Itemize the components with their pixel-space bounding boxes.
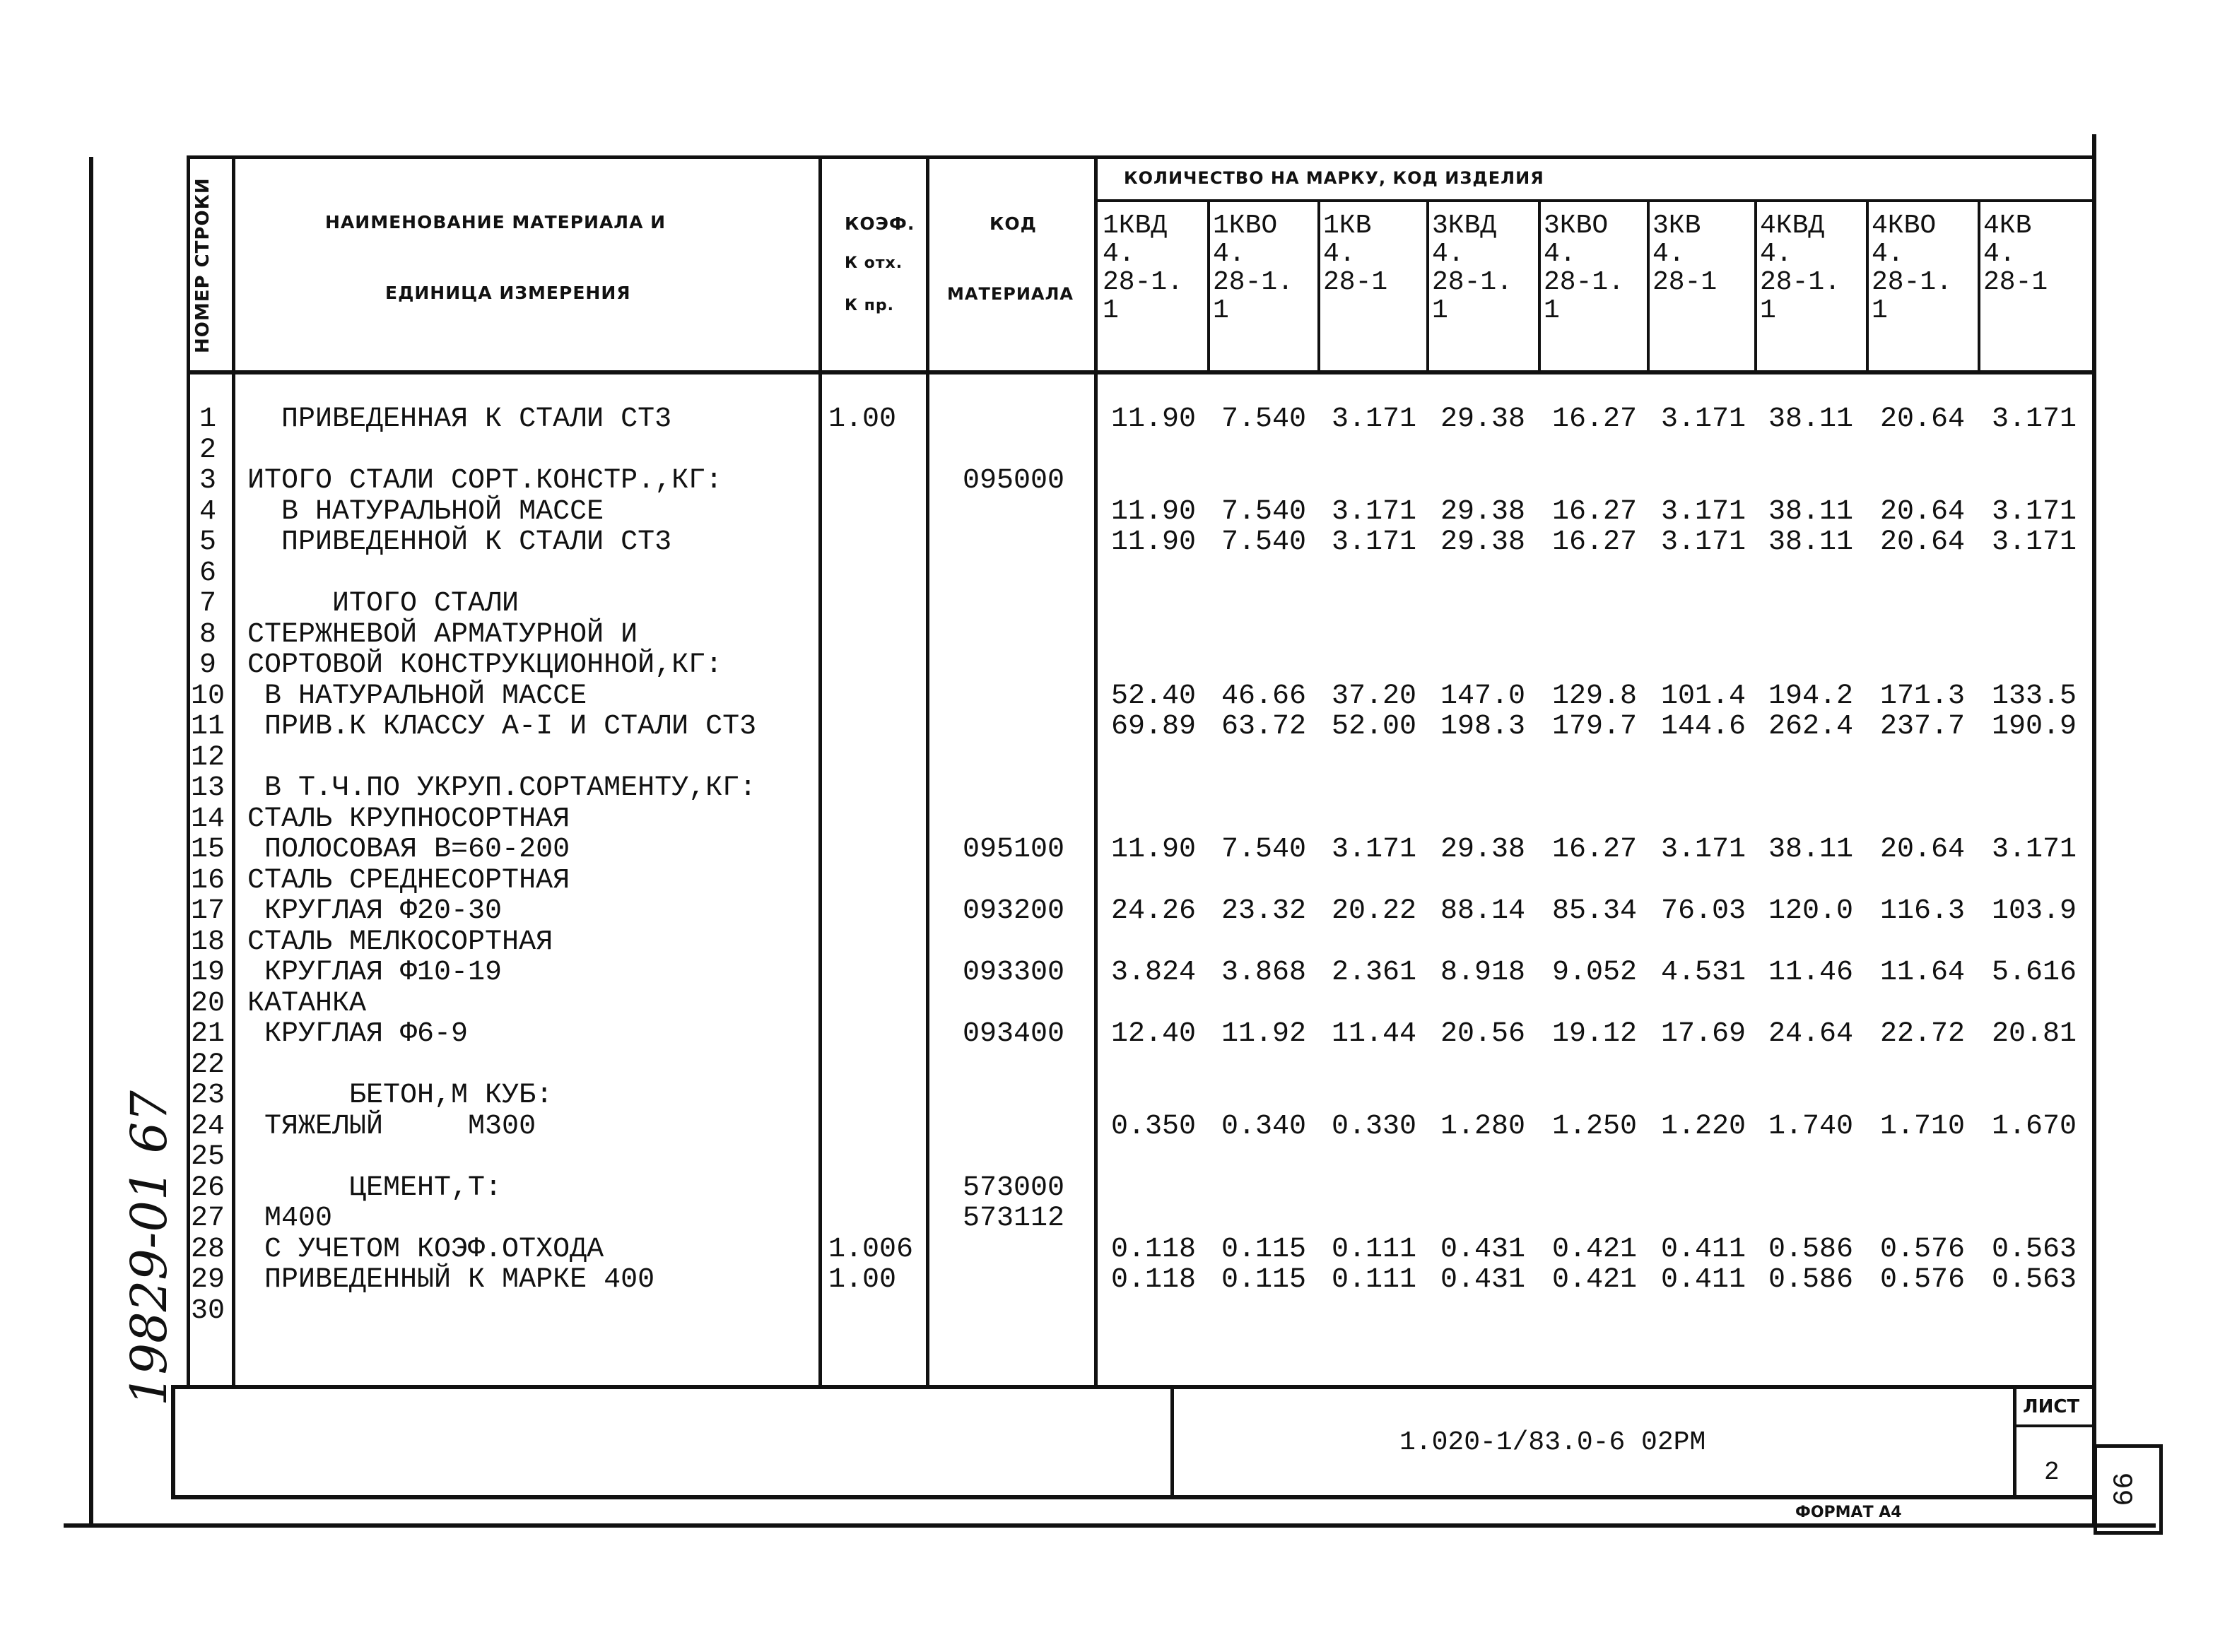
quantity-cell: 24.26 (1110, 895, 1197, 927)
quantity-cell: 0.330 (1331, 1110, 1417, 1143)
quantity-cell: 262.4 (1768, 711, 1854, 743)
material-name: СТЕРЖНЕВОЙ АРМАТУРНОЙ И (247, 618, 638, 651)
row-number: 24 (190, 1110, 225, 1143)
row-number: 29 (190, 1264, 225, 1296)
quantity-cell: 0.118 (1110, 1264, 1197, 1296)
row-number: 17 (190, 895, 225, 927)
quantity-cell: 120.0 (1768, 895, 1854, 927)
quantity-cell: 11.90 (1110, 403, 1197, 435)
row-number: 15 (190, 834, 225, 866)
quantity-cell: 0.115 (1221, 1233, 1307, 1265)
row-number: 14 (190, 803, 225, 835)
quantity-cell: 85.34 (1551, 895, 1638, 927)
sheet-box-left (2013, 1385, 2016, 1498)
quantity-cell: 1.280 (1440, 1110, 1526, 1143)
row-number: 27 (190, 1203, 225, 1234)
quantity-cell: 16.27 (1551, 834, 1638, 866)
quantity-cell: 0.111 (1331, 1233, 1417, 1265)
quantity-cell: 3.868 (1221, 957, 1307, 989)
quantity-cell: 16.27 (1551, 403, 1638, 435)
row-number: 19 (190, 957, 225, 989)
quantity-cell: 8.918 (1440, 957, 1526, 989)
row-number: 11 (190, 711, 225, 743)
quantity-cell: 1.220 (1660, 1110, 1746, 1143)
table-top (187, 155, 2095, 159)
material-name: ИТОГО СТАЛИ СОРТ.КОНСТР.,КГ: (247, 465, 723, 497)
quantity-cell: 0.421 (1551, 1264, 1638, 1296)
quantity-cell: 29.38 (1440, 834, 1526, 866)
quantity-cell: 179.7 (1551, 711, 1638, 743)
row-number: 4 (199, 495, 216, 528)
material-name: КРУГЛАЯ Ф20-30 (247, 895, 503, 927)
row-number: 26 (190, 1172, 225, 1204)
material-name: ИТОГО СТАЛИ (247, 588, 519, 620)
quantity-cell: 144.6 (1660, 711, 1746, 743)
row-number: 8 (199, 618, 216, 651)
material-name: СОРТОВОЙ КОНСТРУКЦИОННОЙ,КГ: (247, 649, 723, 681)
quantity-cell: 24.64 (1768, 1018, 1854, 1050)
material-code-cell: 093300 (963, 957, 1065, 989)
row-number: 30 (190, 1294, 225, 1327)
coefficient-cell: 1.00 (828, 1264, 897, 1296)
quantity-cell: 20.64 (1879, 403, 1966, 435)
material-name: ПРИВЕДЕННОЙ К СТАЛИ СТ3 (247, 526, 672, 558)
material-name: ПРИВЕДЕННАЯ К СТАЛИ СТ3 (247, 403, 672, 435)
quantity-cell: 3.171 (1660, 403, 1746, 435)
quantity-cell: 237.7 (1879, 711, 1966, 743)
quantity-cell: 11.90 (1110, 495, 1197, 528)
column-header-1: 1КВД 4. 28-1. 1 (1103, 211, 1184, 326)
quantity-cell: 20.56 (1440, 1018, 1526, 1050)
quantity-cell: 0.421 (1551, 1233, 1638, 1265)
quantity-cell: 3.171 (1991, 403, 2077, 435)
quantity-cell: 194.2 (1768, 680, 1854, 712)
quantity-cell: 0.563 (1991, 1233, 2077, 1265)
row-number: 20 (190, 987, 225, 1020)
quantity-cell: 3.171 (1991, 834, 2077, 866)
quantity-cell: 38.11 (1768, 834, 1854, 866)
quantity-cell: 3.171 (1660, 495, 1746, 528)
quantity-cell: 0.350 (1110, 1110, 1197, 1143)
quantity-cell: 23.32 (1221, 895, 1307, 927)
quantity-cell: 16.27 (1551, 495, 1638, 528)
quantity-cell: 29.38 (1440, 495, 1526, 528)
qty-header-divider (1094, 199, 2095, 202)
material-name: ПРИВЕДЕННЫЙ К МАРКЕ 400 (247, 1264, 655, 1296)
quantity-cell: 38.11 (1768, 403, 1854, 435)
column-header-3: 1КВ 4. 28-1 (1323, 211, 1388, 297)
quantity-cell: 147.0 (1440, 680, 1526, 712)
quantity-cell: 198.3 (1440, 711, 1526, 743)
row-number: 12 (190, 741, 225, 774)
quantity-cell: 4.531 (1660, 957, 1746, 989)
col-sep-coef (926, 155, 929, 1385)
column-header-7: 4КВД 4. 28-1. 1 (1760, 211, 1841, 326)
material-code-cell: 093200 (963, 895, 1065, 927)
quantity-cell: 0.340 (1221, 1110, 1307, 1143)
quantity-cell: 52.00 (1331, 711, 1417, 743)
quantity-cell: 3.171 (1331, 526, 1417, 558)
quantity-cell: 0.111 (1331, 1264, 1417, 1296)
quantity-cell: 20.81 (1991, 1018, 2077, 1050)
quantity-cell: 29.38 (1440, 403, 1526, 435)
material-name: КРУГЛАЯ Ф6-9 (247, 1018, 469, 1050)
frame-bottom (64, 1523, 2156, 1528)
quantity-cell: 103.9 (1991, 895, 2077, 927)
quantity-cell: 1.250 (1551, 1110, 1638, 1143)
material-name: КАТАНКА (247, 987, 367, 1020)
quantity-cell: 11.64 (1879, 957, 1966, 989)
sheet-box-divider (2013, 1424, 2095, 1427)
title-block-divider (1170, 1385, 1174, 1498)
row-number: 6 (199, 557, 216, 589)
format-label: ФОРМАТ А4 (1795, 1504, 1902, 1521)
quantity-cell: 52.40 (1110, 680, 1197, 712)
quantity-cell: 16.27 (1551, 526, 1638, 558)
quantity-cell: 17.69 (1660, 1018, 1746, 1050)
quantity-header: КОЛИЧЕСТВО НА МАРКУ, КОД ИЗДЕЛИЯ (1124, 168, 1544, 188)
quantity-cell: 11.90 (1110, 834, 1197, 866)
quantity-cell: 11.90 (1110, 526, 1197, 558)
title-block-top (172, 1385, 2095, 1389)
material-name: ЦЕМЕНТ,Т: (247, 1172, 503, 1204)
row-number: 10 (190, 680, 225, 712)
quantity-cell: 3.171 (1331, 834, 1417, 866)
side-number: 99 (2104, 1472, 2137, 1506)
quantity-cell: 88.14 (1440, 895, 1526, 927)
quantity-cell: 3.171 (1331, 403, 1417, 435)
sheet-number: 2 (2044, 1458, 2060, 1487)
quantity-cell: 3.171 (1660, 526, 1746, 558)
sheet-label: ЛИСТ (2023, 1396, 2080, 1417)
material-name: ТЯЖЕЛЫЙ М300 (247, 1110, 536, 1143)
quantity-cell: 3.171 (1331, 495, 1417, 528)
handwritten-inventory-number: 19829-01 67 (120, 1090, 178, 1406)
row-number: 23 (190, 1080, 225, 1111)
row-number: 2 (199, 434, 216, 466)
quantity-cell: 7.540 (1221, 834, 1307, 866)
quantity-cell: 11.92 (1221, 1018, 1307, 1050)
material-name: СТАЛЬ СРЕДНЕСОРТНАЯ (247, 864, 570, 897)
material-name: ПРИВ.К КЛАССУ А-I И СТАЛИ СТ3 (247, 711, 757, 743)
quantity-cell: 20.64 (1879, 526, 1966, 558)
quantity-cell: 0.411 (1660, 1264, 1746, 1296)
material-name: КРУГЛАЯ Ф10-19 (247, 957, 503, 989)
row-number-header: НОМЕР СТРОКИ (192, 177, 213, 353)
material-name: М400 (247, 1203, 333, 1234)
quantity-cell: 7.540 (1221, 495, 1307, 528)
material-name: В НАТУРАЛЬНОЙ МАССЕ (247, 680, 587, 712)
quantity-cell: 12.40 (1110, 1018, 1197, 1050)
row-number: 16 (190, 864, 225, 897)
quantity-cell: 38.11 (1768, 526, 1854, 558)
quantity-cell: 46.66 (1221, 680, 1307, 712)
code-header-line2: МАТЕРИАЛА (947, 284, 1074, 304)
quantity-cell: 129.8 (1551, 680, 1638, 712)
quantity-cell: 22.72 (1879, 1018, 1966, 1050)
row-number: 5 (199, 526, 216, 558)
title-block-bottom (171, 1495, 2095, 1499)
quantity-cell: 133.5 (1991, 680, 2077, 712)
quantity-cell: 38.11 (1768, 495, 1854, 528)
material-code-cell: 573112 (963, 1203, 1065, 1234)
column-header-9: 4КВ 4. 28-1 (1983, 211, 2048, 297)
col-sep-name (818, 155, 822, 1385)
quantity-cell: 1.710 (1879, 1110, 1966, 1143)
material-code-cell: 095000 (963, 465, 1065, 497)
quantity-cell: 7.540 (1221, 526, 1307, 558)
coef-header-line3: К пр. (845, 297, 894, 314)
coefficient-cell: 1.00 (828, 403, 897, 435)
quantity-cell: 76.03 (1660, 895, 1746, 927)
quantity-cell: 3.171 (1660, 834, 1746, 866)
coef-header-line2: К отх. (845, 254, 903, 272)
material-name: СТАЛЬ МЕЛКОСОРТНАЯ (247, 926, 553, 958)
quantity-cell: 0.586 (1768, 1264, 1854, 1296)
quantity-cell: 116.3 (1879, 895, 1966, 927)
quantity-cell: 63.72 (1221, 711, 1307, 743)
quantity-cell: 20.64 (1879, 834, 1966, 866)
quantity-cell: 11.44 (1331, 1018, 1417, 1050)
material-name: БЕТОН,М КУБ: (247, 1080, 553, 1111)
header-bottom (187, 370, 2095, 374)
quantity-cell: 0.431 (1440, 1233, 1526, 1265)
code-header-line1: КОД (990, 213, 1037, 234)
row-number: 1 (199, 403, 216, 435)
material-name: В НАТУРАЛЬНОЙ МАССЕ (247, 495, 604, 528)
quantity-cell: 37.20 (1331, 680, 1417, 712)
material-name: ПОЛОСОВАЯ В=60-200 (247, 834, 570, 866)
quantity-cell: 3.171 (1991, 526, 2077, 558)
row-number: 3 (199, 465, 216, 497)
quantity-cell: 1.740 (1768, 1110, 1854, 1143)
material-code-cell: 095100 (963, 834, 1065, 866)
coefficient-cell: 1.006 (828, 1233, 914, 1265)
quantity-cell: 19.12 (1551, 1018, 1638, 1050)
column-header-6: 3КВ 4. 28-1 (1652, 211, 1718, 297)
quantity-cell: 20.22 (1331, 895, 1417, 927)
quantity-cell: 0.576 (1879, 1233, 1966, 1265)
column-header-5: 3КВО 4. 28-1. 1 (1544, 211, 1625, 326)
row-number: 21 (190, 1018, 225, 1050)
quantity-cell: 190.9 (1991, 711, 2077, 743)
material-name: В Т.Ч.ПО УКРУП.СОРТАМЕНТУ,КГ: (247, 772, 757, 804)
qty-sep-4 (1538, 199, 1541, 372)
qty-sep-8 (1978, 199, 1980, 372)
row-number: 28 (190, 1233, 225, 1265)
document-code: 1.020-1/83.0-6 02РМ (1399, 1427, 1706, 1458)
column-header-4: 3КВД 4. 28-1. 1 (1432, 211, 1513, 326)
row-number: 7 (199, 588, 216, 620)
material-code-cell: 093400 (963, 1018, 1065, 1050)
column-header-2: 1КВО 4. 28-1. 1 (1213, 211, 1294, 326)
material-name: С УЧЕТОМ КОЭФ.ОТХОДА (247, 1233, 604, 1265)
col-sep-code (1094, 155, 1098, 1385)
quantity-cell: 5.616 (1991, 957, 2077, 989)
frame-left (89, 157, 93, 1528)
quantity-cell: 101.4 (1660, 680, 1746, 712)
quantity-cell: 3.171 (1991, 495, 2077, 528)
row-number: 9 (199, 649, 216, 681)
quantity-cell: 29.38 (1440, 526, 1526, 558)
quantity-cell: 69.89 (1110, 711, 1197, 743)
quantity-cell: 2.361 (1331, 957, 1417, 989)
quantity-cell: 7.540 (1221, 403, 1307, 435)
column-header-8: 4КВО 4. 28-1. 1 (1872, 211, 1953, 326)
quantity-cell: 9.052 (1551, 957, 1638, 989)
coef-header-line1: КОЭФ. (845, 213, 915, 234)
row-number: 13 (190, 772, 225, 804)
material-name: СТАЛЬ КРУПНОСОРТНАЯ (247, 803, 570, 835)
quantity-cell: 3.824 (1110, 957, 1197, 989)
quantity-cell: 0.115 (1221, 1264, 1307, 1296)
row-number: 18 (190, 926, 225, 958)
quantity-cell: 0.563 (1991, 1264, 2077, 1296)
quantity-cell: 20.64 (1879, 495, 1966, 528)
name-header-line1: НАИМЕНОВАНИЕ МАТЕРИАЛА И (325, 212, 667, 232)
quantity-cell: 0.431 (1440, 1264, 1526, 1296)
quantity-cell: 0.576 (1879, 1264, 1966, 1296)
col-sep-rownum (232, 155, 235, 1385)
frame-right (2092, 134, 2096, 1526)
quantity-cell: 1.670 (1991, 1110, 2077, 1143)
quantity-cell: 0.118 (1110, 1233, 1197, 1265)
quantity-cell: 0.586 (1768, 1233, 1854, 1265)
qty-sep-7 (1866, 199, 1869, 372)
quantity-cell: 11.46 (1768, 957, 1854, 989)
row-number: 22 (190, 1049, 225, 1081)
name-header-line2: ЕДИНИЦА ИЗМЕРЕНИЯ (385, 283, 631, 303)
material-code-cell: 573000 (963, 1172, 1065, 1204)
quantity-cell: 171.3 (1879, 680, 1966, 712)
quantity-cell: 0.411 (1660, 1233, 1746, 1265)
row-number: 25 (190, 1141, 225, 1173)
